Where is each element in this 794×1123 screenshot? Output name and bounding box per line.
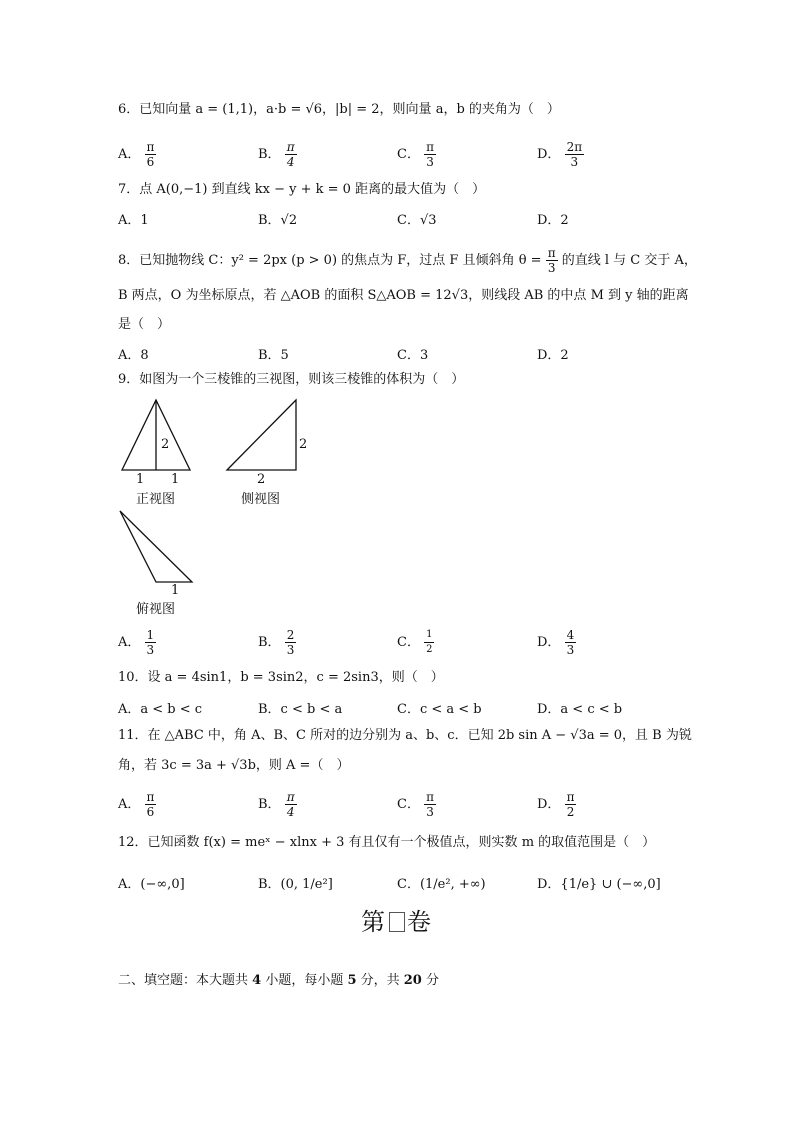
- q11-stem-line2: 角，若 3c = 3a + √3b，则 A =（ ）: [118, 758, 350, 773]
- q8-option-b: B．5: [258, 348, 289, 363]
- side-view-caption: 侧视图: [241, 492, 281, 507]
- q9-option-a: A． $\frac{1}{3}$: [118, 628, 155, 657]
- q11-option-d: D． $\frac{\pi}{2}$: [537, 790, 575, 819]
- front-view-base-right-label: 1: [171, 472, 180, 487]
- q8-option-d: D．2: [537, 348, 569, 363]
- q8-stem-line2: B 两点，O 为坐标原点，若 △AOB 的面积 S△AOB = 12√3，则线段 AB 的中点 M 到 y 轴的距离: [118, 288, 689, 303]
- q7-stem: 7．点 A(0,−1) 到直线 kx − y + k = 0 距离的最大值为（ ）: [118, 182, 486, 197]
- section-title: 第 卷: [361, 908, 433, 936]
- front-view-base-left-label: 1: [136, 472, 145, 487]
- q6-stem: 6．已知向量 a = (1,1)，a·b = √6，|b| = 2，则向量 a，b 的夹角为（ ）: [118, 102, 560, 117]
- top-view-caption: 俯视图: [136, 602, 176, 617]
- q10-option-b: B．c < b < a: [258, 702, 343, 717]
- q9-option-b: B． $\frac{2}{3}$: [258, 628, 295, 657]
- q7-option-c: C．√3: [397, 213, 437, 228]
- q7-option-b: B．√2: [258, 213, 298, 228]
- side-view-figure: [224, 398, 304, 473]
- q12-option-b: B．(0, 1/e²]: [258, 877, 333, 892]
- q11-option-a: A． $\frac{\pi}{6}$: [118, 790, 155, 819]
- q9-option-d: D． $\frac{4}{3}$: [537, 628, 575, 657]
- q6-option-c: C． $\frac{\pi}{3}$: [397, 140, 434, 169]
- q8-stem-line1: 8．已知抛物线 C：y² = 2px (p > 0) 的焦点为 F，过点 F 且倾斜角 θ = $\frac{\pi}{3}$ 的直线 l 与 C 交于 A，: [118, 246, 697, 275]
- q10-stem: 10．设 a = 4sin1，b = 3sin2，c = 2sin3，则（ ）: [118, 670, 444, 685]
- front-view-figure: [118, 398, 198, 473]
- q12-stem: 12．已知函数 f(x) = meˣ − xlnx + 3 有且仅有一个极值点，则实数 m 的取值范围是（ ）: [118, 835, 656, 850]
- top-view-figure: [118, 508, 198, 586]
- q7-option-a: A．1: [118, 213, 149, 228]
- q6-option-a: A． $\frac{\pi}{6}$: [118, 140, 155, 169]
- q10-option-d: D．a < c < b: [537, 702, 623, 717]
- q12-option-c: C．(1/e², +∞): [397, 877, 486, 892]
- q11-stem-line1: 11．在 △ABC 中，角 A、B、C 所对的边分别为 a、b、c．已知 2b sin A − √3a = 0，且 B 为锐: [118, 728, 692, 743]
- front-view-height-label: 2: [161, 437, 170, 452]
- top-view-edge-label: 1: [171, 583, 180, 598]
- side-view-height-label: 2: [299, 437, 308, 452]
- front-view-caption: 正视图: [136, 492, 176, 507]
- q10-option-a: A．a < b < c: [118, 702, 203, 717]
- q6-option-d: D． $\frac{2\pi}{3}$: [537, 140, 583, 169]
- q11-option-b: B． $\frac{\pi}{4}$: [258, 790, 295, 819]
- q7-option-d: D．2: [537, 213, 569, 228]
- q10-option-c: C．c < a < b: [397, 702, 482, 717]
- q9-option-c: C． $\frac{1}{2}$: [397, 629, 433, 655]
- part2-heading: 二、填空题：本大题共 4 小题，每小题 5 分，共 20 分: [118, 973, 439, 988]
- q12-option-d: D．{1/e} ∪ (−∞,0]: [537, 877, 661, 892]
- missing-glyph-box: [389, 912, 405, 932]
- q8-stem-line3: 是（ ）: [118, 317, 171, 332]
- q8-option-c: C．3: [397, 348, 429, 363]
- q12-option-a: A．(−∞,0]: [118, 877, 185, 892]
- side-view-base-label: 2: [257, 472, 266, 487]
- q6-option-b: B． $\frac{\pi}{4}$: [258, 140, 295, 169]
- q11-option-c: C． $\frac{\pi}{3}$: [397, 790, 434, 819]
- q8-option-a: A．8: [118, 348, 149, 363]
- q9-stem: 9．如图为一个三棱锥的三视图，则该三棱锥的体积为（ ）: [118, 372, 465, 387]
